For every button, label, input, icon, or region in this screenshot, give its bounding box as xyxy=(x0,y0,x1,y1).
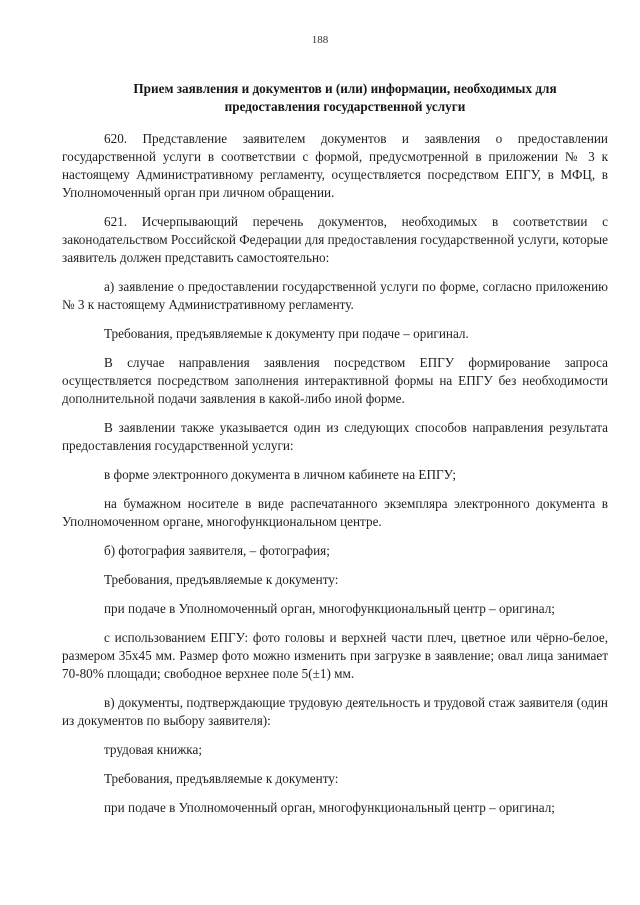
paragraph-requirements-a: Требования, предъявляемые к документу при подаче – оригинал. xyxy=(104,326,469,341)
paragraph-result-methods: В заявлении также указывается один из следующих способов направления результата предоставления государственной услуги: xyxy=(62,420,608,453)
paragraph-requirements-b: Требования, предъявляемые к документу: xyxy=(104,572,339,587)
paragraph-method-paper: на бумажном носителе в виде распечатанного экземпляра электронного документа в Уполномоченном органе, многофункциональном центре. xyxy=(62,496,608,529)
paragraph-workbook: трудовая книжка; xyxy=(104,742,203,757)
paragraph-620: 620. Представление заявителем документов и заявления о предоставлении государственной услуги в соответствии с формой, предусмотренной в приложении № 3 к настоящему Административному регламенту, осуществляется посредством ЕПГУ, в МФЦ, в Уполномоченный орган при личном обращении. xyxy=(62,131,608,200)
paragraph-621: 621. Исчерпывающий перечень документов, необходимых в соответствии с законодательством Российской Федерации для предоставления государственной услуги, которые заявитель должен представить самостоятельно: xyxy=(62,214,608,265)
paragraph-item-a: а) заявление о предоставлении государственной услуги по форме, согласно приложению № 3 к настоящему Административному регламенту. xyxy=(62,279,608,312)
paragraph-requirements-c: Требования, предъявляемые к документу: xyxy=(104,771,339,786)
document-body xyxy=(62,130,608,828)
paragraph-epgu-submission: В случае направления заявления посредством ЕПГУ формирование запроса осуществляется посредством заполнения интерактивной формы на ЕПГУ без необходимости дополнительной подачи заявления в какой-либо иной форме. xyxy=(62,355,608,406)
paragraph-item-b: б) фотография заявителя, – фотография; xyxy=(104,543,330,558)
paragraph-original-c: при подаче в Уполномоченный орган, многофункциональный центр – оригинал; xyxy=(104,800,555,815)
paragraph-method-electronic: в форме электронного документа в личном кабинете на ЕПГУ; xyxy=(104,467,457,482)
section-heading: Прием заявления и документов и (или) информации, необходимых для предоставления государственной услуги xyxy=(133,81,557,114)
page-number: 188 xyxy=(311,34,329,46)
paragraph-item-c: в) документы, подтверждающие трудовую деятельность и трудовой стаж заявителя (один из документов по выбору заявителя): xyxy=(62,695,608,728)
paragraph-original-b: при подаче в Уполномоченный орган, многофункциональный центр – оригинал; xyxy=(104,601,555,616)
paragraph-photo-spec: с использованием ЕПГУ: фото головы и верхней части плеч, цветное или чёрно-белое, размером 35х45 мм. Размер фото можно изменить при загрузке в заявление; овал лица занимает 70-80% площади; свободное верхнее поле 5(±1) мм. xyxy=(62,630,608,681)
